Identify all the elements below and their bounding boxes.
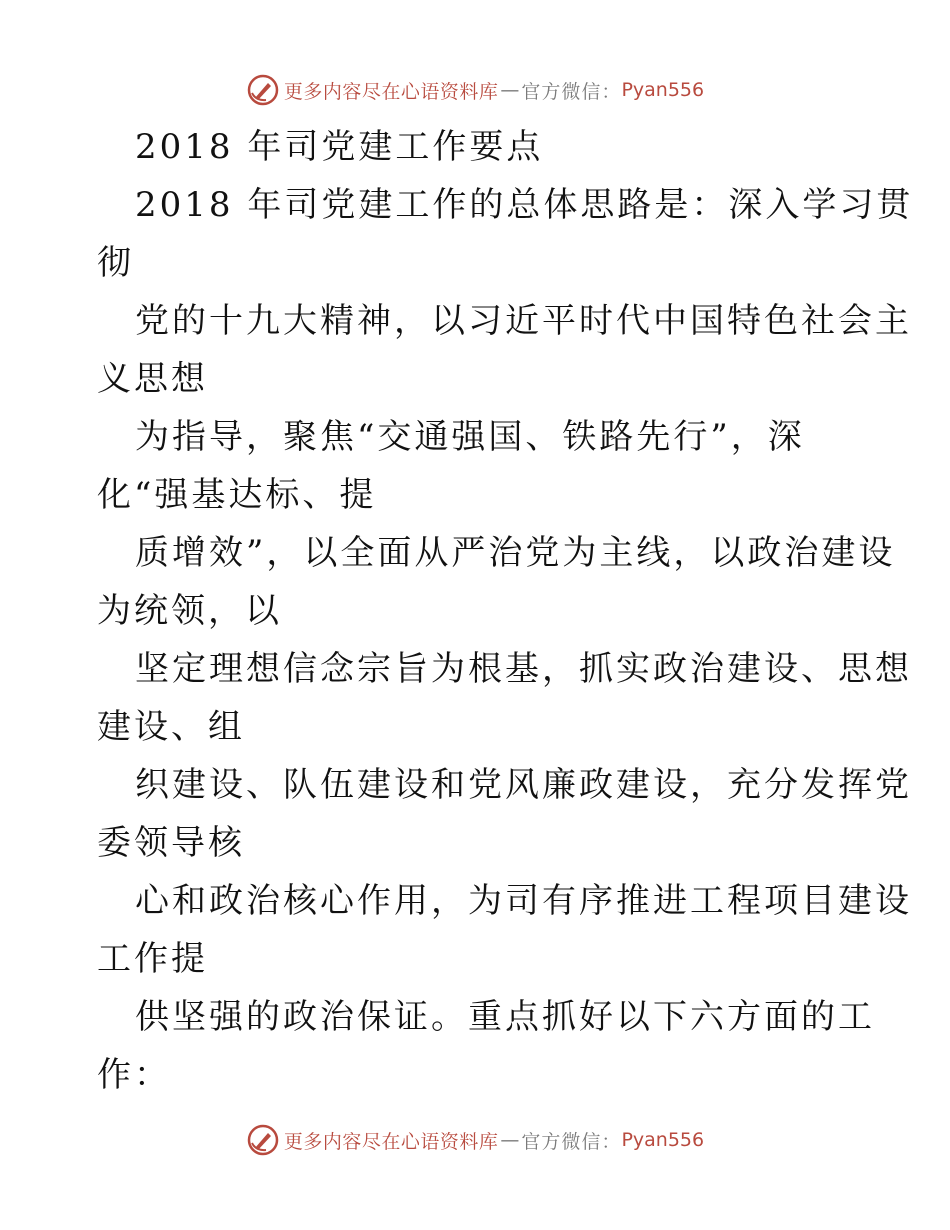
paragraph-line: 工作提 [97,939,208,979]
banner-wechat-label: 官方微信： [521,80,622,103]
banner-wechat-id: Pyan556 [621,1129,705,1151]
pen-circle-logo-icon [246,1123,280,1157]
paragraph-line: 织建设、队伍建设和党风廉政建设，充分发挥党 [135,765,912,805]
document-body [97,118,914,1104]
paragraph-line: 为指导，聚焦“交通强国、铁路先行”，深 [135,417,805,457]
banner-text: 更多内容尽在心语资料库 [283,1130,499,1153]
banner-text: 更多内容尽在心语资料库 [283,80,499,103]
banner-wechat-id: Pyan556 [621,79,705,101]
paragraph-line: 党的十九大精神，以习近平时代中国特色社会主 [135,301,912,341]
paragraph-line: 彻 [97,243,134,283]
paragraph-line: 质增效”，以全面从严治党为主线，以政治建设 [135,533,896,573]
banner-separator: — [500,79,520,101]
paragraph-line: 委领导核 [97,823,245,863]
banner-separator: — [500,1129,520,1151]
header-watermark-banner [0,70,950,110]
paragraph-line: 2018 年司党建工作的总体思路是：深入学习贯 [135,185,914,225]
pen-circle-logo-icon [246,73,280,107]
paragraph-line: 供坚强的政治保证。重点抓好以下六方面的工 [135,997,875,1037]
paragraph-line: 心和政治核心作用，为司有序推进工程项目建设 [135,881,912,921]
paragraph-line: 义思想 [97,359,208,399]
paragraph-line: 为统领，以 [97,591,282,631]
document-title: 2018 年司党建工作要点 [135,127,544,167]
paragraph-line: 坚定理想信念宗旨为根基，抓实政治建设、思想 [135,649,912,689]
paragraph-line: 化“强基达标、提 [97,475,377,515]
banner-wechat-label: 官方微信： [521,1130,622,1153]
footer-watermark-banner [0,1120,950,1160]
paragraph-line: 作： [97,1055,171,1095]
paragraph-line: 建设、组 [97,707,245,747]
